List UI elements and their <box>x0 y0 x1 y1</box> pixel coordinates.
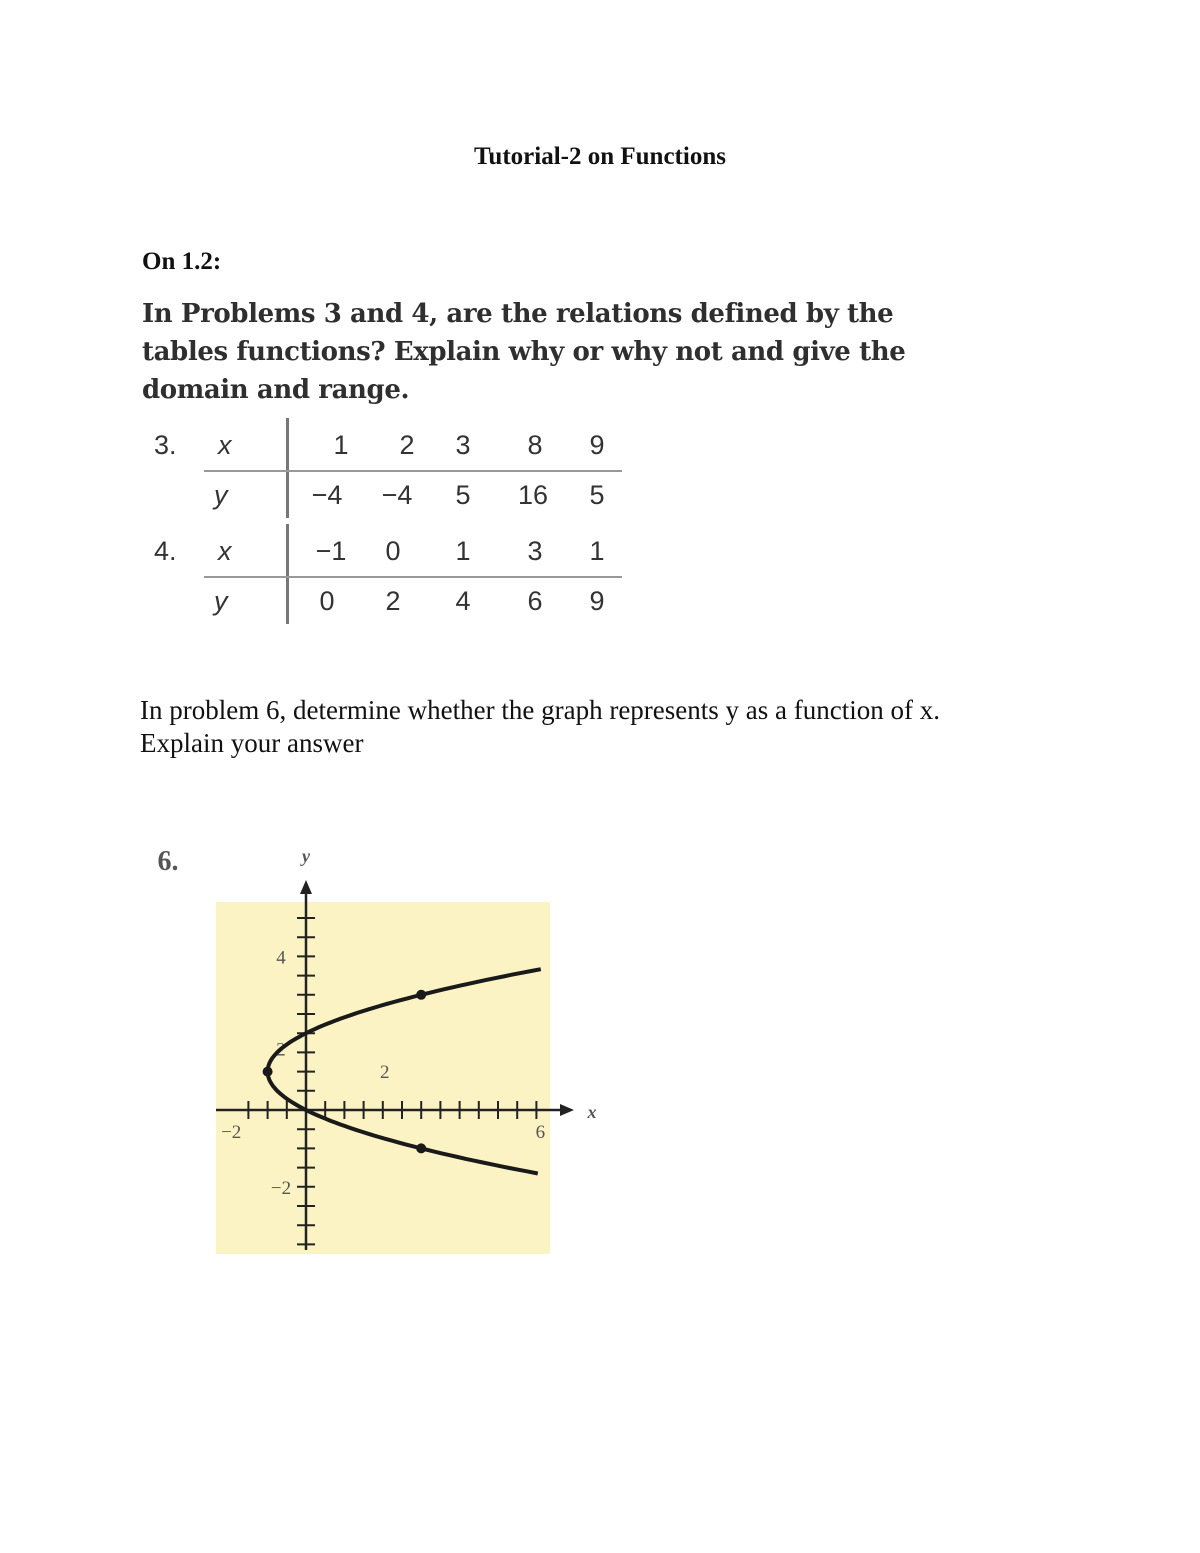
y-tick-label: 4 <box>276 947 286 969</box>
x-tick-label: −2 <box>221 1122 242 1143</box>
table-cell: 9 <box>589 586 605 616</box>
problems-instruction: In Problems 3 and 4, are the relations defined by the tables functions? Explain why or why not and give the domain and range. <box>142 299 906 405</box>
graph-point <box>416 990 426 1000</box>
x-axis-arrow <box>560 1104 574 1116</box>
table-cell: 0 <box>385 536 401 566</box>
table-cell: 5 <box>455 480 471 510</box>
table-horizontal-rule <box>204 576 622 578</box>
problem-number: 3. <box>154 430 177 460</box>
table-cell: −4 <box>381 480 413 510</box>
table-cell: 16 <box>517 480 549 510</box>
x-label: x <box>218 536 232 566</box>
table-problem-3 <box>142 418 632 518</box>
table-horizontal-rule <box>204 470 622 472</box>
table-cell: 1 <box>455 536 471 566</box>
problem-6-line-2: Explain your answer <box>140 728 364 758</box>
problem-6-instruction <box>140 694 1060 760</box>
table-cell: 0 <box>319 586 335 616</box>
page-title: Tutorial-2 on Functions <box>474 143 726 170</box>
table-cell: 2 <box>399 430 415 460</box>
table-cell: −4 <box>311 480 343 510</box>
x-tick-label: 2 <box>380 1062 390 1083</box>
graph-point <box>263 1067 273 1077</box>
table-cell: 8 <box>527 430 543 460</box>
x-label: x <box>218 430 232 460</box>
section-heading: On 1.2: <box>142 248 222 275</box>
y-tick-label: 2 <box>276 1039 286 1061</box>
table-cell: 2 <box>385 586 401 616</box>
table-cell: 9 <box>589 430 605 460</box>
graph-point <box>416 1143 426 1153</box>
table-cell: 3 <box>455 430 471 460</box>
table-cell: −1 <box>315 536 347 566</box>
table-cell: 1 <box>589 536 605 566</box>
table-cell: 6 <box>527 586 543 616</box>
problem-number: 4. <box>154 536 177 566</box>
table-cell: 5 <box>589 480 605 510</box>
table-cell: 3 <box>527 536 543 566</box>
graph-problem-6 <box>140 830 620 1270</box>
table-cell: 1 <box>333 430 349 460</box>
x-tick-label: 6 <box>535 1122 546 1143</box>
y-tick-label: −2 <box>270 1177 292 1199</box>
y-axis-label: y <box>302 846 310 866</box>
table-vertical-rule <box>286 524 289 624</box>
y-label: y <box>214 480 228 510</box>
parabola-graph <box>140 830 620 1270</box>
table-problem-4 <box>142 524 632 624</box>
problem-6-line-1: In problem 6, determine whether the graph represents y as a function of x. <box>140 695 940 725</box>
problem-number: 6. <box>157 846 179 877</box>
y-label: y <box>214 586 228 616</box>
y-axis-arrow <box>300 880 312 894</box>
table-vertical-rule <box>286 418 289 518</box>
table-cell: 4 <box>455 586 471 616</box>
x-axis-label: x <box>587 1102 597 1122</box>
